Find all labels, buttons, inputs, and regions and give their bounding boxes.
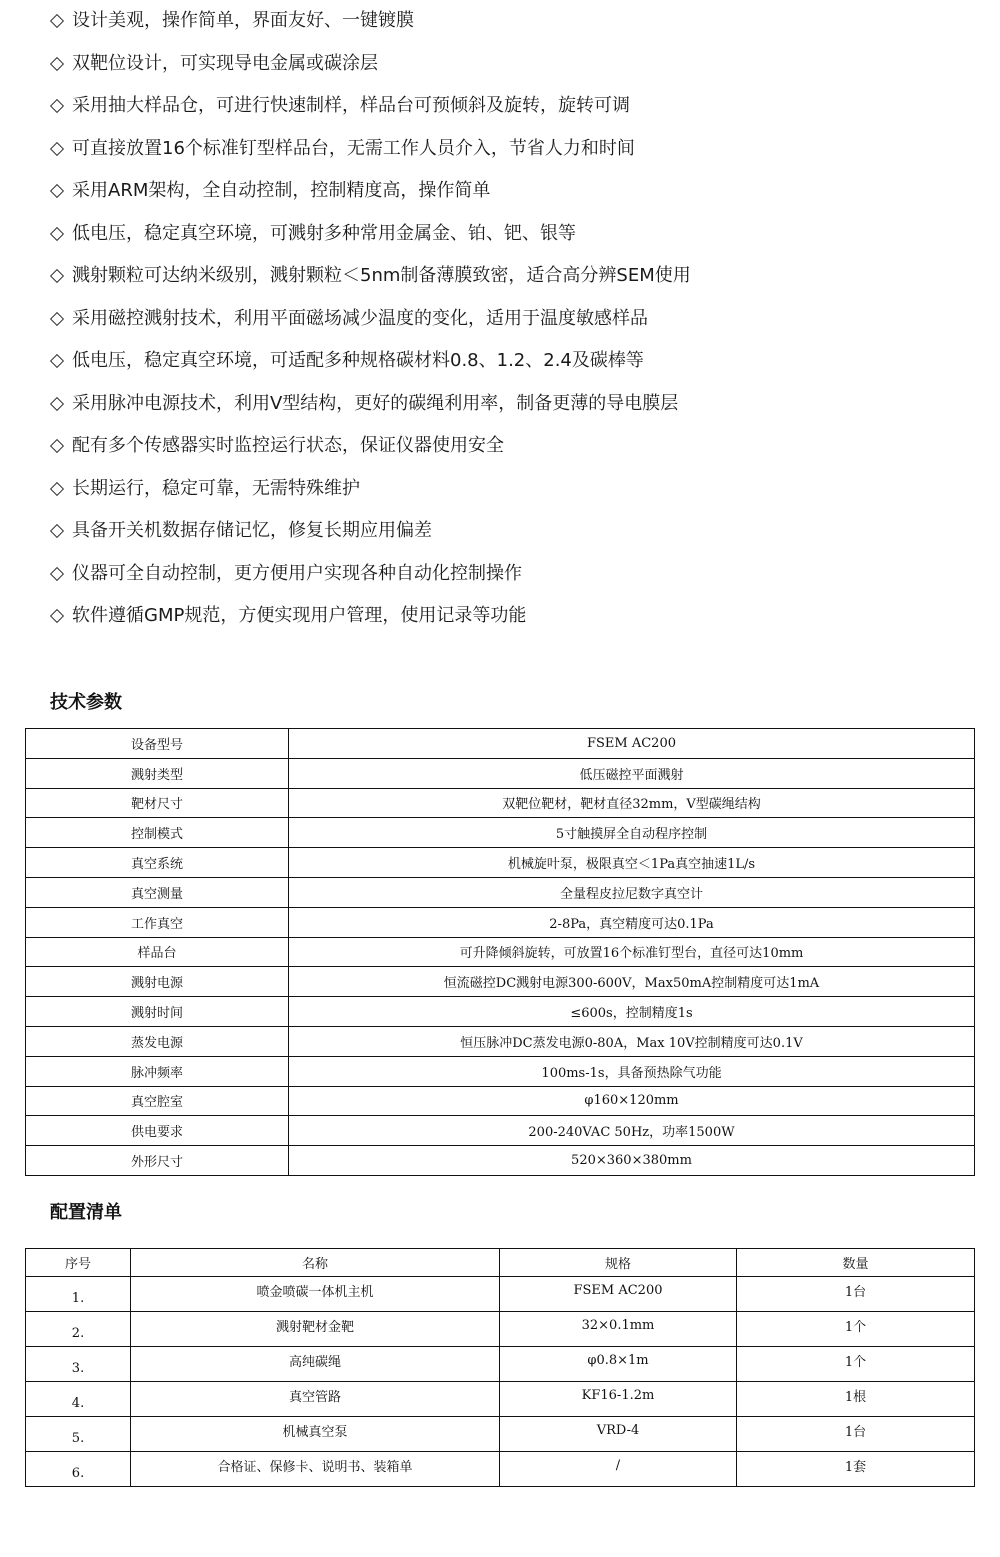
feature-text: 溅射颗粒可达纳米级别，溅射颗粒＜5nm制备薄膜致密，适合高分辨SEM使用 bbox=[72, 265, 691, 286]
diamond-bullet-icon bbox=[50, 99, 64, 113]
table-row bbox=[26, 818, 975, 848]
feature-item bbox=[48, 213, 968, 256]
feature-item bbox=[48, 170, 968, 213]
table-row bbox=[26, 758, 975, 788]
column-header-spec: 规格 bbox=[500, 1249, 737, 1277]
table-row bbox=[26, 967, 975, 997]
diamond-bullet-icon bbox=[50, 269, 64, 283]
spec-value: 恒流磁控DC溅射电源300-600V，Max50mA控制精度可达1mA bbox=[289, 967, 975, 997]
spec-value: 100ms-1s，具备预热除气功能 bbox=[289, 1056, 975, 1086]
spec-label: 设备型号 bbox=[26, 729, 289, 759]
feature-text: 低电压，稳定真空环境，可适配多种规格碳材料0.8、1.2、2.4及碳棒等 bbox=[72, 350, 644, 371]
diamond-bullet-icon bbox=[50, 482, 64, 496]
item-qty: 1套 bbox=[737, 1452, 975, 1487]
spec-label: 溅射时间 bbox=[26, 997, 289, 1027]
feature-text: 仪器可全自动控制，更方便用户实现各种自动化控制操作 bbox=[72, 562, 522, 584]
feature-text: 软件遵循GMP规范，方便实现用户管理，使用记录等功能 bbox=[72, 605, 527, 626]
item-no: 6. bbox=[26, 1452, 131, 1487]
feature-item bbox=[48, 468, 968, 511]
diamond-bullet-icon bbox=[50, 227, 64, 241]
item-spec: KF16-1.2m bbox=[500, 1382, 737, 1417]
item-spec: VRD-4 bbox=[500, 1417, 737, 1452]
spec-value: 5寸触摸屏全自动程序控制 bbox=[289, 818, 975, 848]
column-header-name: 名称 bbox=[131, 1249, 500, 1277]
table-row bbox=[26, 1056, 975, 1086]
diamond-bullet-icon bbox=[50, 57, 64, 71]
spec-value: 可升降倾斜旋转，可放置16个标准钉型台，直径可达10mm bbox=[289, 937, 975, 967]
diamond-bullet-icon bbox=[50, 397, 64, 411]
table-row bbox=[26, 877, 975, 907]
feature-item bbox=[48, 255, 968, 298]
table-row bbox=[26, 1026, 975, 1056]
table-row bbox=[26, 848, 975, 878]
diamond-bullet-icon bbox=[50, 142, 64, 156]
diamond-bullet-icon bbox=[50, 609, 64, 623]
spec-label: 控制模式 bbox=[26, 818, 289, 848]
table-row bbox=[26, 1347, 975, 1382]
spec-label: 溅射电源 bbox=[26, 967, 289, 997]
item-name: 机械真空泵 bbox=[131, 1417, 500, 1452]
feature-text: 双靶位设计，可实现导电金属或碳涂层 bbox=[72, 52, 378, 74]
feature-text: 采用磁控溅射技术，利用平面磁场减少温度的变化，适用于温度敏感样品 bbox=[72, 307, 648, 329]
feature-item bbox=[48, 85, 968, 128]
feature-item bbox=[48, 298, 968, 341]
feature-text: 具备开关机数据存储记忆，修复长期应用偏差 bbox=[72, 520, 432, 541]
table-row bbox=[26, 1277, 975, 1312]
diamond-bullet-icon bbox=[50, 14, 64, 28]
feature-text: 低电压，稳定真空环境，可溅射多种常用金属金、铂、钯、银等 bbox=[72, 222, 576, 244]
item-qty: 1根 bbox=[737, 1382, 975, 1417]
spec-label: 真空系统 bbox=[26, 848, 289, 878]
feature-item bbox=[48, 595, 968, 638]
config-table bbox=[25, 1248, 975, 1487]
feature-item bbox=[48, 425, 968, 468]
item-qty: 1台 bbox=[737, 1277, 975, 1312]
item-spec: / bbox=[500, 1452, 737, 1487]
column-header-no: 序号 bbox=[26, 1249, 131, 1277]
specs-section-title: 技术参数 bbox=[50, 692, 122, 713]
item-name: 高纯碳绳 bbox=[131, 1347, 500, 1382]
spec-label: 溅射类型 bbox=[26, 758, 289, 788]
item-qty: 1个 bbox=[737, 1312, 975, 1347]
spec-value: 双靶位靶材，靶材直径32mm，V型碳绳结构 bbox=[289, 788, 975, 818]
item-no: 3. bbox=[26, 1347, 131, 1382]
table-row bbox=[26, 1417, 975, 1452]
item-qty: 1个 bbox=[737, 1347, 975, 1382]
item-name: 溅射靶材金靶 bbox=[131, 1312, 500, 1347]
table-row bbox=[26, 937, 975, 967]
table-header-row bbox=[26, 1249, 975, 1277]
item-no: 5. bbox=[26, 1417, 131, 1452]
table-row bbox=[26, 1312, 975, 1347]
item-name: 合格证、保修卡、说明书、装箱单 bbox=[131, 1452, 500, 1487]
table-row bbox=[26, 729, 975, 759]
spec-value: 2-8Pa，真空精度可达0.1Pa bbox=[289, 907, 975, 937]
spec-value: 520×360×380mm bbox=[289, 1146, 975, 1176]
table-row bbox=[26, 1116, 975, 1146]
spec-label: 靶材尺寸 bbox=[26, 788, 289, 818]
feature-item bbox=[48, 128, 968, 171]
spec-value: 全量程皮拉尼数字真空计 bbox=[289, 877, 975, 907]
diamond-bullet-icon bbox=[50, 439, 64, 453]
item-spec: FSEM AC200 bbox=[500, 1277, 737, 1312]
spec-value: φ160×120mm bbox=[289, 1086, 975, 1116]
spec-value: 恒压脉冲DC蒸发电源0-80A，Max 10V控制精度可达0.1V bbox=[289, 1026, 975, 1056]
spec-label: 样品台 bbox=[26, 937, 289, 967]
table-row bbox=[26, 1146, 975, 1176]
item-no: 1. bbox=[26, 1277, 131, 1312]
feature-text: 配有多个传感器实时监控运行状态，保证仪器使用安全 bbox=[72, 435, 504, 456]
spec-value: FSEM AC200 bbox=[289, 729, 975, 759]
spec-value: 200-240VAC 50Hz，功率1500W bbox=[289, 1116, 975, 1146]
feature-item bbox=[48, 510, 968, 553]
spec-label: 供电要求 bbox=[26, 1116, 289, 1146]
feature-text: 长期运行，稳定可靠，无需特殊维护 bbox=[72, 477, 360, 499]
feature-text: 采用脉冲电源技术，利用V型结构，更好的碳绳利用率，制备更薄的导电膜层 bbox=[72, 392, 679, 414]
item-name: 喷金喷碳一体机主机 bbox=[131, 1277, 500, 1312]
feature-text: 设计美观，操作简单，界面友好、一键镀膜 bbox=[72, 10, 414, 31]
feature-item bbox=[48, 0, 968, 43]
item-name: 真空管路 bbox=[131, 1382, 500, 1417]
diamond-bullet-icon bbox=[50, 524, 64, 538]
item-qty: 1台 bbox=[737, 1417, 975, 1452]
feature-item bbox=[48, 340, 968, 383]
item-no: 2. bbox=[26, 1312, 131, 1347]
feature-text: 可直接放置16个标准钉型样品台，无需工作人员介入，节省人力和时间 bbox=[72, 137, 635, 159]
item-no: 4. bbox=[26, 1382, 131, 1417]
spec-label: 真空腔室 bbox=[26, 1086, 289, 1116]
spec-value: ≤600s，控制精度1s bbox=[289, 997, 975, 1027]
table-row bbox=[26, 1382, 975, 1417]
feature-item bbox=[48, 43, 968, 86]
diamond-bullet-icon bbox=[50, 354, 64, 368]
table-row bbox=[26, 907, 975, 937]
item-spec: 32×0.1mm bbox=[500, 1312, 737, 1347]
table-row bbox=[26, 1452, 975, 1487]
feature-list bbox=[48, 0, 968, 638]
spec-label: 脉冲频率 bbox=[26, 1056, 289, 1086]
spec-label: 外形尺寸 bbox=[26, 1146, 289, 1176]
config-section-title: 配置清单 bbox=[50, 1202, 122, 1223]
feature-text: 采用ARM架构，全自动控制，控制精度高，操作简单 bbox=[72, 180, 491, 201]
diamond-bullet-icon bbox=[50, 312, 64, 326]
feature-item bbox=[48, 383, 968, 426]
diamond-bullet-icon bbox=[50, 184, 64, 198]
spec-value: 机械旋叶泵，极限真空＜1Pa真空抽速1L/s bbox=[289, 848, 975, 878]
table-row bbox=[26, 788, 975, 818]
spec-label: 蒸发电源 bbox=[26, 1026, 289, 1056]
diamond-bullet-icon bbox=[50, 567, 64, 581]
table-row bbox=[26, 1086, 975, 1116]
spec-value: 低压磁控平面溅射 bbox=[289, 758, 975, 788]
table-row bbox=[26, 997, 975, 1027]
column-header-qty: 数量 bbox=[737, 1249, 975, 1277]
spec-label: 真空测量 bbox=[26, 877, 289, 907]
spec-label: 工作真空 bbox=[26, 907, 289, 937]
item-spec: φ0.8×1m bbox=[500, 1347, 737, 1382]
feature-text: 采用抽大样品仓，可进行快速制样，样品台可预倾斜及旋转，旋转可调 bbox=[72, 95, 630, 116]
specs-table bbox=[25, 728, 975, 1176]
feature-item bbox=[48, 553, 968, 596]
